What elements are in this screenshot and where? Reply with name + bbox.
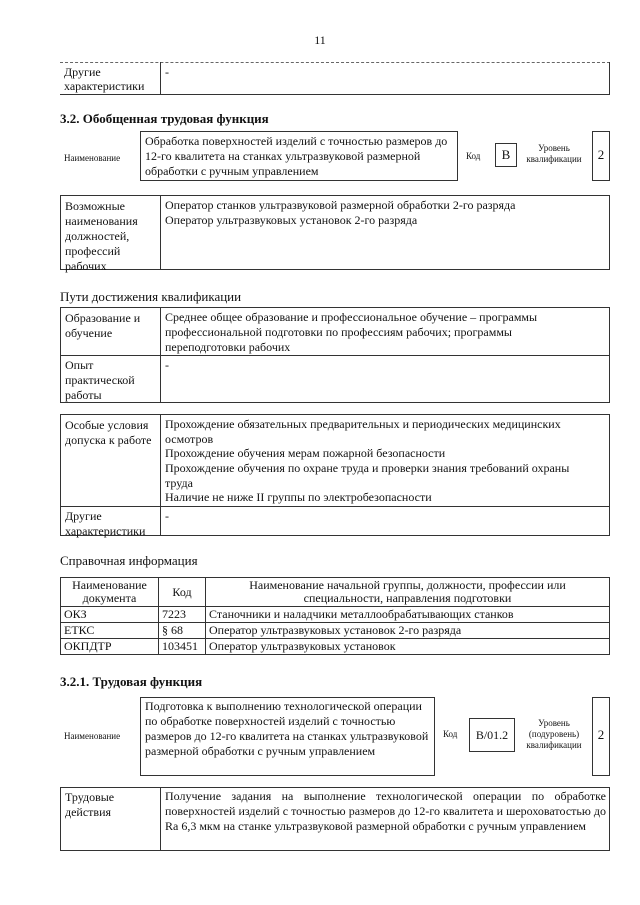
other-characteristics-label-2: Другие характеристики [65, 509, 146, 538]
column-divider [160, 787, 161, 851]
qualification-level-value-2: 2 [597, 727, 605, 742]
table-row [61, 623, 610, 639]
table-cell: ОКПДТР [61, 639, 159, 655]
header-document: Наименование документа [61, 578, 159, 607]
special-condition-3: Прохождение обучения по охране труда и проверки знания требований охраны труда [165, 461, 570, 490]
table-cell: 103451 [159, 639, 206, 655]
reference-table [60, 577, 610, 655]
table-cell: Станочники и наладчики металлообрабатывающих станков [206, 607, 610, 623]
special-condition-1: Прохождение обязательных предварительных и периодических медицинских осмотров [165, 417, 561, 446]
generalized-function-name: Обработка поверхностей изделий с точностью размеров до 12-го квалитета на станках ультразвуковой размерной обработки с ручным управлением [145, 134, 448, 178]
qualification-paths-title: Пути достижения квалификации [60, 289, 242, 304]
table-border [609, 62, 610, 94]
row-divider [60, 62, 610, 63]
other-characteristics-label: Другие характеристики [64, 65, 145, 93]
education-value: Среднее общее образование и профессиональное обучение – программы профессиональной подготовки по профессиям рабочих; программы переподготовки рабочих [165, 310, 538, 354]
labor-actions-value: Получение задания на выполнение технологической операции по обработке поверхностей изделий с точностью размеров до 12-го квалитета и шероховатостью до Ra 6,3 мкм на станке ультразвуковой размерной обработки с ручным управлением [165, 789, 606, 833]
experience-value: - [165, 358, 169, 372]
experience-label: Опыт практической работы [65, 358, 135, 402]
name-label-2: Наименование [64, 731, 121, 741]
row-divider [60, 506, 610, 507]
labor-function-name: Подготовка к выполнению технологической операции по обработке поверхностей изделий с точностью размеров до 12-го квалитета на станках ультразвуковой размерной обработки с ручным управлением [145, 699, 429, 758]
header-code: Код [159, 578, 206, 607]
row-divider [60, 355, 610, 356]
table-cell: § 68 [159, 623, 206, 639]
table-row [61, 607, 610, 623]
table-border [60, 94, 610, 95]
table-cell: Оператор ультразвуковых установок [206, 639, 610, 655]
column-divider [160, 414, 161, 536]
section-title-3-2: 3.2. Обобщенная трудовая функция [60, 111, 269, 126]
table-cell: Оператор ультразвуковых установок 2-го разряда [206, 623, 610, 639]
code-label-2: Код [443, 729, 458, 739]
education-label: Образование и обучение [65, 311, 141, 340]
reference-title: Справочная информация [60, 553, 198, 568]
possible-names-value-2: Оператор ультразвуковых установок 2-го разряда [165, 213, 418, 227]
section-title-3-2-1: 3.2.1. Трудовая функция [60, 674, 203, 689]
code-label: Код [466, 151, 481, 161]
page-number: 11 [314, 33, 326, 47]
special-condition-4: Наличие не ниже II группы по электробезопасности [165, 490, 432, 504]
qualification-level-label: Уровень квалификации [526, 143, 582, 164]
possible-names-label: Возможные наименования должностей, профессий рабочих [65, 199, 138, 273]
qualification-level-value: 2 [597, 147, 605, 162]
table-header-row [61, 578, 610, 607]
table-cell: ЕТКС [61, 623, 159, 639]
header-name: Наименование начальной группы, должности, профессии или специальности, направления подготовки [206, 578, 610, 607]
column-divider [160, 62, 161, 94]
table-cell: ОКЗ [61, 607, 159, 623]
name-label: Наименование [64, 153, 121, 163]
table-row [61, 639, 610, 655]
table-cell: 7223 [159, 607, 206, 623]
other-characteristics-value: - [165, 65, 169, 79]
qualification-level-label-2: Уровень (подуровень) квалификации [526, 718, 582, 750]
column-divider [160, 195, 161, 270]
code-value-2: B/01.2 [475, 728, 509, 742]
special-conditions-label: Особые условия допуска к работе [65, 418, 152, 447]
other-characteristics-value-2: - [165, 509, 169, 523]
possible-names-value-1: Оператор станков ультразвуковой размерной обработки 2-го разряда [165, 198, 516, 212]
code-value: B [501, 147, 511, 162]
special-condition-2: Прохождение обучения мерам пожарной безопасности [165, 446, 446, 460]
labor-actions-label: Трудовые действия [65, 790, 115, 819]
